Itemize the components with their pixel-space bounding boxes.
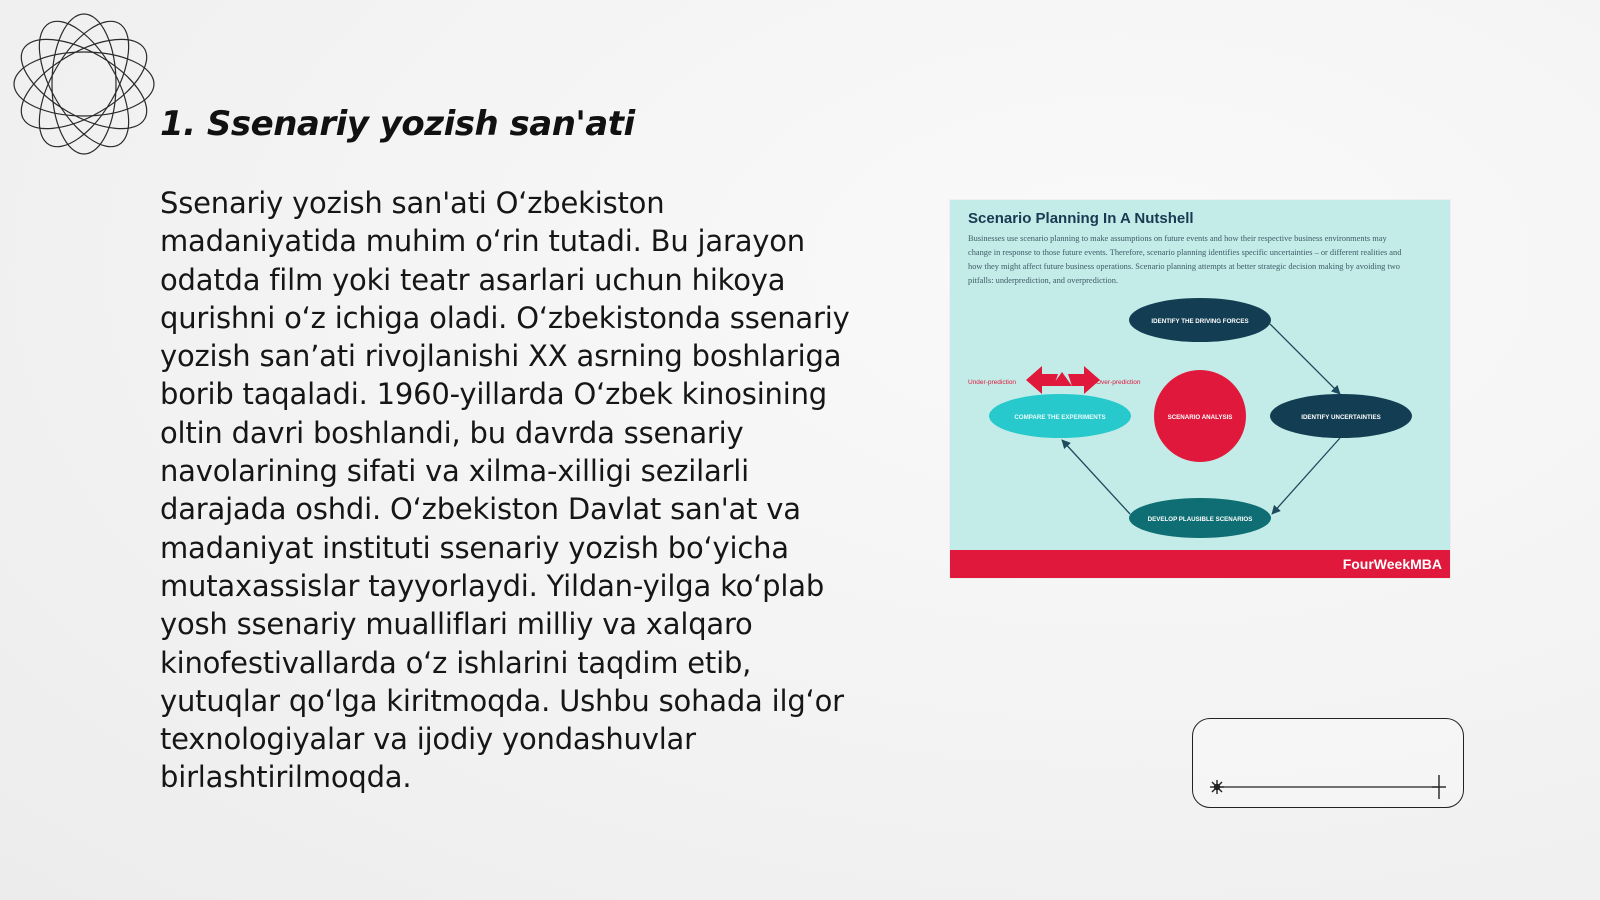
- arrow-driving-to-uncertainties: [1270, 324, 1340, 394]
- arrow-uncertainties-to-plausible: [1272, 438, 1340, 514]
- spirograph-icon: [8, 8, 160, 160]
- node-compare-experiments: [989, 394, 1131, 438]
- svg-text:SCENARIO ANALYSIS: SCENARIO ANALYSIS: [1167, 414, 1233, 421]
- svg-text:COMPARE THE EXPERIMENTS: COMPARE THE EXPERIMENTS: [1014, 414, 1106, 421]
- slider-widget[interactable]: [1192, 718, 1464, 808]
- svg-text:IDENTIFY UNCERTAINTIES: IDENTIFY UNCERTAINTIES: [1301, 414, 1381, 421]
- brand-label: FourWeekMBA: [1342, 556, 1442, 572]
- svg-text:IDENTIFY THE DRIVING FORCES: IDENTIFY THE DRIVING FORCES: [1151, 318, 1249, 325]
- arrow-plausible-to-compare: [1062, 440, 1130, 514]
- scenario-planning-infographic: [950, 200, 1450, 578]
- node-driving-forces: [1129, 298, 1271, 342]
- svg-text:DEVELOP PLAUSIBLE SCENARIOS: DEVELOP PLAUSIBLE SCENARIOS: [1147, 516, 1253, 523]
- infographic-description: Businesses use scenario planning to make assumptions on future events and how their respective business environments may change in response to those future events. Therefore, scenario planning identifies specific uncertainties – or different realities and how they might affect future business operations. Scenario planning attempts at better strategic decision making by avoiding two pitfalls: underprediction, and overprediction.: [968, 234, 1402, 285]
- node-plausible-scenarios: [1129, 498, 1271, 538]
- slide-body-text: Ssenariy yozish san'ati O‘zbekiston madaniyatida muhim o‘rin tutadi. Bu jarayon odatda film yoki teatr asarlari uchun hikoya qurishni o‘z ichiga oladi. O‘zbekistonda ssenariy yozish san’ati rivojlanishi XX asrning boshlariga borib taqaladi. 1960-yillarda O‘zbek kinosining oltin davri boshlandi, bu davrda ssenariy navolarining sifati va xilma-xilligi sezilarli darajada oshdi. O‘zbekiston Davlat san'at va madaniyat instituti ssenariy yozish bo‘yicha mutaxassislar tayyorlaydi. Yildan-yilga ko‘plab yosh ssenariy mualliflari milliy va xalqaro kinofestivallarda o‘z ishlarini taqdim etib, yutuqlar qo‘lga kiritmoqda. Ushbu sohada ilg‘or texnologiyalar va ijodiy yondashuvlar birlashtirilmoqda.: [160, 186, 850, 795]
- over-prediction-label: Over-prediction: [1096, 379, 1141, 386]
- under-prediction-label: Under-prediction: [968, 379, 1017, 386]
- sparkle-icon: [1210, 780, 1224, 794]
- prediction-arrows: [1026, 366, 1100, 394]
- plus-icon: [1432, 775, 1446, 799]
- scenario-cycle-diagram: [950, 200, 1450, 578]
- infographic-title: Scenario Planning In A Nutshell: [968, 210, 1194, 227]
- slider-track: [1193, 719, 1465, 809]
- slide-title: 1. Ssenariy yozish san'ati: [160, 104, 635, 144]
- node-uncertainties: [1270, 394, 1412, 438]
- infographic-footer: [950, 550, 1450, 578]
- node-scenario-analysis: [1154, 370, 1246, 462]
